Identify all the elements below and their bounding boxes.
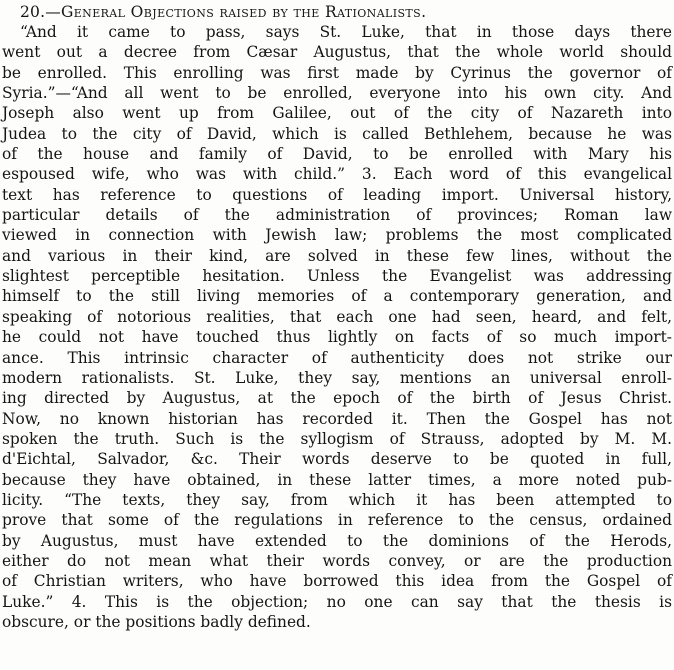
text-line: speaking of notorious realities, that each one had seen, heard, and felt, (2, 307, 672, 326)
text-line: ing directed by Augustus, at the epoch of the birth of Jesus Christ. (2, 389, 672, 408)
text-line: either do not mean what their words convey, or are the production (2, 551, 672, 570)
text-line: ance. This intrinsic character of authenticity does not strike our (2, 348, 672, 367)
text-line: modern rationalists. St. Luke, they say, mentions an universal enroll- (2, 368, 672, 387)
text-line: because they have obtained, in these latter times, a more noted pub- (2, 470, 672, 489)
text-line: particular details of the administration of provinces; Roman law (2, 206, 672, 225)
body-paragraph (2, 22, 672, 632)
text-line: Syria.”—“And all went to be enrolled, everyone into his own city. And (2, 84, 672, 103)
text-line: spoken the truth. Such is the syllogism of Strauss, adopted by M. M. (2, 429, 672, 448)
text-line: by Augustus, must have extended to the dominions of the Herods, (2, 531, 672, 550)
section-heading (20, 2, 426, 22)
text-line: “And it came to pass, says St. Luke, that in those days there (20, 23, 672, 41)
text-line: he could not have touched thus lightly on facts of so much import- (2, 328, 672, 347)
text-line: himself to the still living memories of a contemporary generation, and (2, 287, 672, 306)
text-line: be enrolled. This enrolling was first made by Cyrinus the governor of (2, 63, 672, 82)
text-line: licity. “The texts, they say, from which it has been attempted to (2, 490, 672, 509)
text-line: slightest perceptible hesitation. Unless the Evangelist was addressing (2, 267, 672, 286)
text-line: espoused wife, who was with child.” 3. Each word of this evangelical (2, 165, 672, 184)
text-line: Luke.” 4. This is the objection; no one can say that the thesis is (2, 592, 672, 611)
section-number: 20.— (20, 3, 61, 21)
text-line: Judea to the city of David, which is called Bethlehem, because he was (2, 124, 672, 143)
text-line: went out a decree from Cæsar Augustus, that the whole world should (2, 43, 672, 62)
text-line: d'Eichtal, Salvador, &c. Their words deserve to be quoted in full, (2, 450, 672, 469)
text-line: prove that some of the regulations in reference to the census, ordained (2, 511, 672, 530)
text-line: of Christian writers, who have borrowed this idea from the Gospel of (2, 572, 672, 591)
text-line: of the house and family of David, to be enrolled with Mary his (2, 145, 672, 164)
text-line: text has reference to questions of leading import. Universal history, (2, 185, 672, 204)
text-line: Joseph also went up from Galilee, out of the city of Nazareth into (2, 104, 672, 123)
section-title: General Objections raised by the Rationalists. (60, 3, 427, 21)
text-line: viewed in connection with Jewish law; problems the most complicated (2, 226, 672, 245)
text-line: and various in their kind, are solved in these few lines, without the (2, 246, 672, 265)
text-line: obscure, or the positions badly defined. (2, 612, 311, 631)
text-line: Now, no known historian has recorded it. Then the Gospel has not (2, 409, 672, 428)
